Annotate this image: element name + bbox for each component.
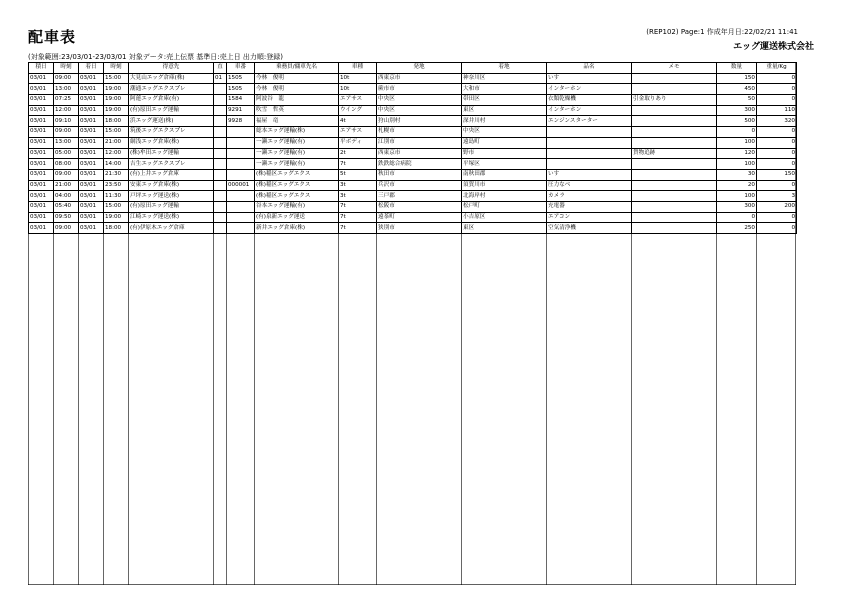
- column-header: 乗務員/傭車先名: [255, 63, 339, 74]
- table-cell: 200: [757, 201, 797, 212]
- table-cell: 9291: [227, 105, 255, 116]
- table-cell: 19:00: [104, 212, 129, 223]
- table-row: [29, 201, 797, 212]
- table-cell: 0: [717, 212, 757, 223]
- table-cell: 鉄鉄総合病院: [377, 159, 462, 170]
- table-cell: 一瀬エッグ運輸(有): [255, 137, 339, 148]
- table-cell: 09:00: [54, 127, 79, 138]
- column-header: 時刻: [54, 63, 79, 74]
- table-row: [29, 127, 797, 138]
- table-cell: いす: [547, 73, 632, 84]
- table-cell: [214, 127, 227, 138]
- table-cell: 兵沢市: [377, 180, 462, 191]
- table-cell: [214, 137, 227, 148]
- table-cell: 450: [717, 84, 757, 95]
- table-cell: 網浅エッグ倉庫(株): [129, 137, 214, 148]
- table-cell: 松阪市: [377, 201, 462, 212]
- table-cell: 120: [717, 148, 757, 159]
- table-cell: [214, 212, 227, 223]
- table-cell: 吹雪 哲英: [255, 105, 339, 116]
- table-cell: 150: [717, 73, 757, 84]
- table-cell: [632, 73, 717, 84]
- table-cell: 帯田区: [462, 95, 547, 106]
- table-cell: 空気清浄機: [547, 223, 632, 234]
- table-cell: 03/01: [79, 105, 104, 116]
- table-cell: 平塚区: [462, 159, 547, 170]
- table-cell: 03/01: [79, 180, 104, 191]
- table-cell: インターホン: [547, 105, 632, 116]
- table-cell: 03/01: [29, 191, 54, 202]
- table-cell: 0: [757, 137, 797, 148]
- table-row: [29, 223, 797, 234]
- column-header: 品名: [547, 63, 632, 74]
- table-cell: 0: [757, 95, 797, 106]
- table-cell: (有)上井エッグ倉庫: [129, 169, 214, 180]
- table-cell: [214, 201, 227, 212]
- table-cell: 07:25: [54, 95, 79, 106]
- table-cell: 03/01: [79, 116, 104, 127]
- table-cell: [632, 169, 717, 180]
- table-cell: [227, 159, 255, 170]
- table-cell: 0: [757, 159, 797, 170]
- table-cell: 潮通エッグエクスプレ: [129, 84, 214, 95]
- table-cell: 1505: [227, 73, 255, 84]
- table-cell: 21:00: [104, 137, 129, 148]
- table-cell: 100: [717, 191, 757, 202]
- table-cell: 野市: [462, 148, 547, 159]
- table-cell: 05:00: [54, 148, 79, 159]
- table-cell: (有)伊原木エッグ倉庫: [129, 223, 214, 234]
- table-cell: (有)原田エッグ運輸: [129, 201, 214, 212]
- table-cell: 中央区: [462, 127, 547, 138]
- table-cell: [632, 137, 717, 148]
- table-cell: 23:50: [104, 180, 129, 191]
- table-cell: 小吉原区: [462, 212, 547, 223]
- table-cell: 03/01: [29, 105, 54, 116]
- report-title: 配車表: [28, 28, 77, 46]
- column-header: 車番: [227, 63, 255, 74]
- table-row: [29, 116, 797, 127]
- table-cell: 03/01: [29, 159, 54, 170]
- report-meta: (REP102) Page:1 作成年月日:22/02/21 11:41: [646, 28, 798, 36]
- table-cell: 江別市: [377, 137, 462, 148]
- table-cell: [227, 148, 255, 159]
- table-cell: (株)稲区エッグエクス: [255, 191, 339, 202]
- table-cell: 吉生エッグエクスプレ: [129, 159, 214, 170]
- table-cell: [214, 84, 227, 95]
- table-cell: [632, 105, 717, 116]
- table-row: [29, 95, 797, 106]
- table-cell: 7t: [339, 223, 377, 234]
- table-cell: 09:00: [54, 169, 79, 180]
- table-cell: 10t: [339, 73, 377, 84]
- table-cell: 15:00: [104, 73, 129, 84]
- table-cell: 遠島町: [462, 137, 547, 148]
- table-cell: [227, 137, 255, 148]
- table-cell: [632, 212, 717, 223]
- table-cell: 18:00: [104, 223, 129, 234]
- table-cell: 13:00: [54, 137, 79, 148]
- table-cell: [227, 127, 255, 138]
- table-cell: 110: [757, 105, 797, 116]
- table-cell: エアサス: [339, 95, 377, 106]
- table-cell: 03/01: [79, 223, 104, 234]
- table-cell: 03/01: [29, 73, 54, 84]
- table-cell: 09:00: [54, 223, 79, 234]
- dispatch-table: [28, 62, 797, 234]
- table-cell: 蕨市市: [377, 84, 462, 95]
- table-cell: 2t: [339, 148, 377, 159]
- table-cell: 18:00: [104, 116, 129, 127]
- table-cell: [547, 127, 632, 138]
- table-cell: 500: [717, 116, 757, 127]
- table-cell: (有)泉新エッグ運送: [255, 212, 339, 223]
- table-cell: 引金取りあり: [632, 95, 717, 106]
- table-cell: 03/01: [79, 212, 104, 223]
- table-cell: 03/01: [79, 169, 104, 180]
- table-cell: エアコン: [547, 212, 632, 223]
- table-cell: [214, 105, 227, 116]
- table-cell: 03/01: [29, 84, 54, 95]
- table-cell: [214, 116, 227, 127]
- table-row: [29, 105, 797, 116]
- table-cell: 03/01: [79, 159, 104, 170]
- table-cell: 03/01: [29, 116, 54, 127]
- table-cell: 西東京市: [377, 148, 462, 159]
- table-cell: 安東エッグ倉庫(株): [129, 180, 214, 191]
- table-cell: 谷本エッグ運輸(有): [255, 201, 339, 212]
- table-cell: 0: [757, 223, 797, 234]
- table-cell: 松戸町: [462, 201, 547, 212]
- table-cell: 19:00: [104, 84, 129, 95]
- table-cell: [214, 95, 227, 106]
- table-cell: [632, 191, 717, 202]
- table-cell: 03/01: [79, 73, 104, 84]
- table-cell: [632, 201, 717, 212]
- table-cell: 300: [717, 201, 757, 212]
- table-cell: 筑後エッグエクスプレ: [129, 127, 214, 138]
- table-row: [29, 137, 797, 148]
- table-cell: 03/01: [79, 191, 104, 202]
- table-cell: 03/01: [29, 223, 54, 234]
- table-cell: 1505: [227, 84, 255, 95]
- table-cell: [227, 191, 255, 202]
- table-row: [29, 159, 797, 170]
- table-cell: 神奈川区: [462, 73, 547, 84]
- table-cell: 03/01: [79, 201, 104, 212]
- table-cell: インターホン: [547, 84, 632, 95]
- table-cell: 4t: [339, 116, 377, 127]
- table-cell: (株)稲区エッグエクス: [255, 180, 339, 191]
- table-cell: 19:00: [104, 105, 129, 116]
- table-cell: (有)原田エッグ運輸: [129, 105, 214, 116]
- table-cell: 13:00: [54, 84, 79, 95]
- table-cell: 08:00: [54, 159, 79, 170]
- table-cell: [227, 169, 255, 180]
- table-cell: [214, 180, 227, 191]
- table-cell: 大見山エッグ倉庫(株): [129, 73, 214, 84]
- table-cell: 09:00: [54, 73, 79, 84]
- table-cell: 50: [717, 95, 757, 106]
- table-cell: [214, 148, 227, 159]
- table-cell: [632, 127, 717, 138]
- table-cell: 西東京市: [377, 73, 462, 84]
- table-cell: 12:00: [54, 105, 79, 116]
- table-cell: 14:00: [104, 159, 129, 170]
- table-cell: 戸坪エッグ運送(株): [129, 191, 214, 202]
- table-cell: 03/01: [79, 95, 104, 106]
- table-cell: 05:40: [54, 201, 79, 212]
- table-cell: 12:00: [104, 148, 129, 159]
- table-cell: 阿蓮エッグ倉庫(有): [129, 95, 214, 106]
- table-cell: 03/01: [79, 84, 104, 95]
- table-cell: 19:00: [104, 95, 129, 106]
- table-cell: 000001: [227, 180, 255, 191]
- table-cell: 阿波谷 龍: [255, 95, 339, 106]
- table-cell: 0: [757, 84, 797, 95]
- table-cell: 圧力なべ: [547, 180, 632, 191]
- table-cell: 320: [757, 116, 797, 127]
- table-cell: 04:00: [54, 191, 79, 202]
- table-row: [29, 73, 797, 84]
- table-row: [29, 84, 797, 95]
- table-cell: 03/01: [29, 137, 54, 148]
- table-cell: 7t: [339, 159, 377, 170]
- table-cell: 秋田市: [377, 169, 462, 180]
- table-cell: [632, 84, 717, 95]
- table-cell: 0: [757, 148, 797, 159]
- table-cell: 5t: [339, 169, 377, 180]
- table-cell: 狭別市: [377, 223, 462, 234]
- table-cell: 250: [717, 223, 757, 234]
- table-cell: 20: [717, 180, 757, 191]
- table-cell: 0: [757, 180, 797, 191]
- table-cell: 札幌市: [377, 127, 462, 138]
- table-cell: 03/01: [29, 201, 54, 212]
- table-cell: [547, 148, 632, 159]
- table-cell: (株)牟田エッグ運輸: [129, 148, 214, 159]
- column-header: 時刻: [104, 63, 129, 74]
- table-cell: 3t: [339, 180, 377, 191]
- table-cell: (株)稲区エッグエクス: [255, 169, 339, 180]
- table-cell: 100: [717, 159, 757, 170]
- table-cell: 03/01: [79, 127, 104, 138]
- table-row: [29, 191, 797, 202]
- table-cell: [632, 180, 717, 191]
- table-cell: 0: [757, 212, 797, 223]
- table-cell: 150: [757, 169, 797, 180]
- table-cell: いす: [547, 169, 632, 180]
- table-cell: [227, 201, 255, 212]
- table-cell: 総本エッグ運輸(株): [255, 127, 339, 138]
- table-cell: [227, 212, 255, 223]
- table-cell: カメラ: [547, 191, 632, 202]
- table-cell: 03/01: [79, 137, 104, 148]
- table-cell: 09:10: [54, 116, 79, 127]
- table-cell: 03/01: [29, 180, 54, 191]
- table-cell: 1584: [227, 95, 255, 106]
- table-cell: 中央区: [377, 95, 462, 106]
- table-cell: 03/01: [29, 127, 54, 138]
- column-header: メモ: [632, 63, 717, 74]
- table-cell: 北海岸村: [462, 191, 547, 202]
- table-cell: 遠茶町: [377, 212, 462, 223]
- table-cell: 大和市: [462, 84, 547, 95]
- table-cell: 一瀬エッグ運輸(有): [255, 159, 339, 170]
- table-cell: [227, 223, 255, 234]
- table-cell: 0: [717, 127, 757, 138]
- table-cell: 東区: [462, 105, 547, 116]
- table-cell: 南秋田郡: [462, 169, 547, 180]
- table-cell: 須賀川市: [462, 180, 547, 191]
- table-cell: 新井エッグ倉庫(株): [255, 223, 339, 234]
- column-header: 数量: [717, 63, 757, 74]
- table-cell: 0: [757, 73, 797, 84]
- table-cell: 貨物追跡: [632, 148, 717, 159]
- table-cell: 今林 俊明: [255, 84, 339, 95]
- table-header-row: [29, 63, 797, 74]
- table-cell: [547, 137, 632, 148]
- table-cell: 今林 俊明: [255, 73, 339, 84]
- column-header: 発地: [377, 63, 462, 74]
- table-cell: 30: [717, 169, 757, 180]
- column-header: 重量/Kg: [757, 63, 797, 74]
- table-cell: [547, 159, 632, 170]
- table-cell: 100: [717, 137, 757, 148]
- table-cell: 3t: [339, 191, 377, 202]
- table-row: [29, 169, 797, 180]
- table-cell: 衣類乾燥機: [547, 95, 632, 106]
- table-cell: [632, 116, 717, 127]
- table-cell: 03/01: [29, 95, 54, 106]
- table-cell: 03/01: [29, 169, 54, 180]
- table-cell: 10t: [339, 84, 377, 95]
- table-cell: 15:00: [104, 127, 129, 138]
- table-cell: 平ボディ: [339, 137, 377, 148]
- table-cell: 11:30: [104, 191, 129, 202]
- column-header: 車種: [339, 63, 377, 74]
- column-header: 得意先: [129, 63, 214, 74]
- table-cell: 福屋 竜: [255, 116, 339, 127]
- column-header: 直: [214, 63, 227, 74]
- table-cell: 21:00: [54, 180, 79, 191]
- table-cell: 一瀬エッグ運輸(有): [255, 148, 339, 159]
- table-cell: 03/01: [29, 212, 54, 223]
- table-cell: 300: [717, 105, 757, 116]
- table-cell: [632, 159, 717, 170]
- table-cell: 9928: [227, 116, 255, 127]
- table-cell: 7t: [339, 212, 377, 223]
- table-cell: [214, 223, 227, 234]
- table-cell: 0: [757, 127, 797, 138]
- table-cell: ウイング: [339, 105, 377, 116]
- table-cell: 03/01: [29, 148, 54, 159]
- table-cell: 江崎エッグ運送(株): [129, 212, 214, 223]
- table-cell: 充電器: [547, 201, 632, 212]
- table-cell: 中央区: [377, 105, 462, 116]
- table-cell: 深井川村: [462, 116, 547, 127]
- company-name: エッグ運送株式会社: [733, 42, 814, 52]
- table-cell: 3: [757, 191, 797, 202]
- table-cell: 浜エッグ運送(株): [129, 116, 214, 127]
- table-cell: エアサス: [339, 127, 377, 138]
- column-header: 積日: [29, 63, 54, 74]
- table-cell: [214, 191, 227, 202]
- table-cell: [214, 169, 227, 180]
- table-row: [29, 148, 797, 159]
- table-row: [29, 180, 797, 191]
- table-cell: [632, 223, 717, 234]
- table-cell: 狩山別村: [377, 116, 462, 127]
- column-header: 着日: [79, 63, 104, 74]
- table-cell: 15:00: [104, 201, 129, 212]
- table-cell: [214, 159, 227, 170]
- report-conditions: (対象範囲:23/03/01-23/03/01 対象データ:売上伝票 基準日:売上日 出力順:登録): [28, 53, 283, 61]
- table-cell: 三戸郡: [377, 191, 462, 202]
- column-header: 着地: [462, 63, 547, 74]
- table-cell: 09:50: [54, 212, 79, 223]
- table-cell: 7t: [339, 201, 377, 212]
- table-cell: エンジンスターター: [547, 116, 632, 127]
- table-cell: 21:30: [104, 169, 129, 180]
- table-cell: 東区: [462, 223, 547, 234]
- table-cell: 03/01: [79, 148, 104, 159]
- table-row: [29, 212, 797, 223]
- table-cell: 01: [214, 73, 227, 84]
